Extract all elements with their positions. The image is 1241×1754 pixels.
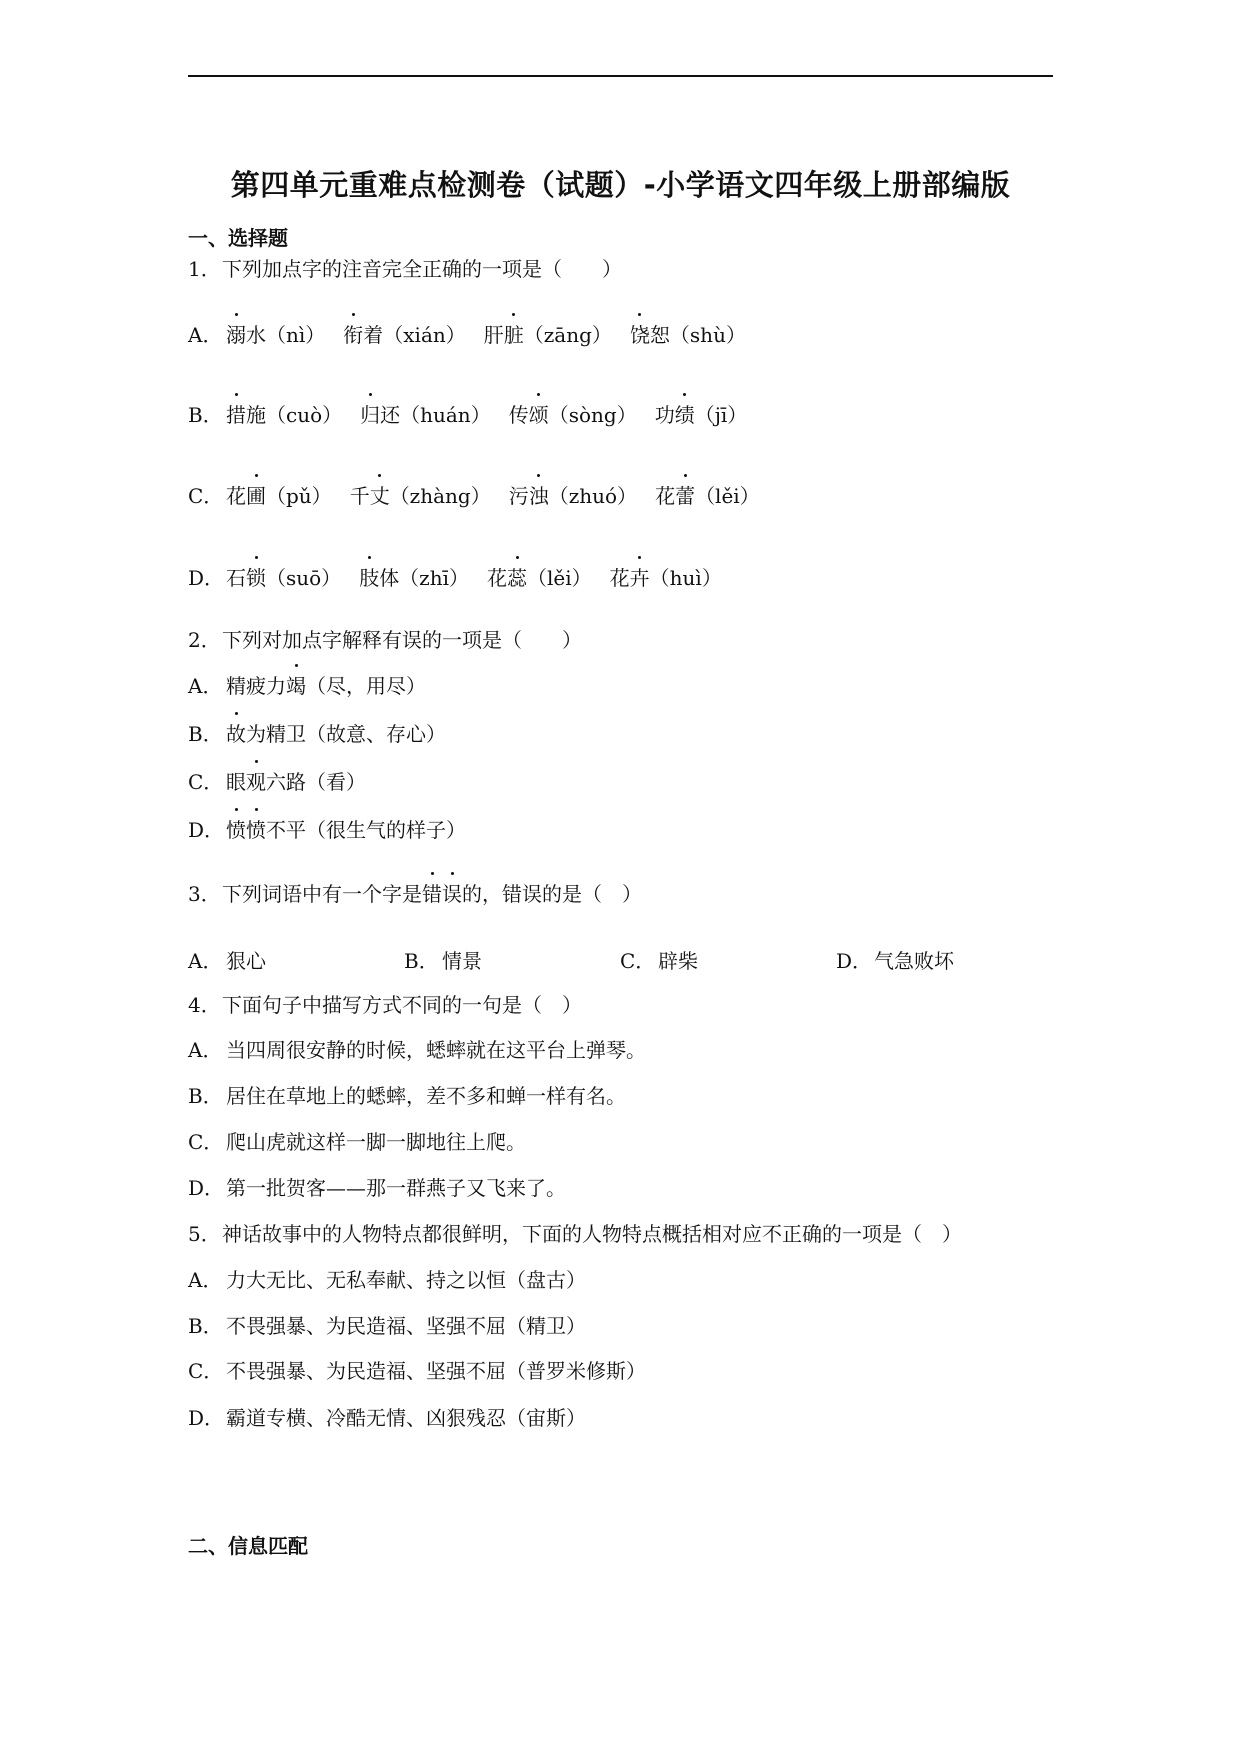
question-stem: 下列加点字的注音完全正确的一项是（ ） <box>222 257 622 281</box>
header-rule <box>188 75 1053 77</box>
q5-option-a[interactable] <box>188 1264 586 1293</box>
q4-option-d[interactable] <box>188 1172 566 1201</box>
dotted-char: 观 <box>246 766 266 795</box>
option-text: 辟柴 <box>658 949 698 973</box>
dotted-char: 错 <box>422 878 442 907</box>
q3-option-d[interactable] <box>836 945 954 974</box>
option-text: 当四周很安静的时候，蟋蟀就在这平台上弹琴。 <box>226 1038 646 1062</box>
question-number: 4． <box>188 993 221 1017</box>
question-4 <box>188 989 582 1018</box>
option-text: 情景 <box>442 949 482 973</box>
question-number: 1． <box>188 257 221 281</box>
dotted-char: 措 <box>226 399 246 428</box>
q3-option-b[interactable] <box>404 945 482 974</box>
dotted-char: 故 <box>226 718 246 747</box>
option-term: 传颂（sòng） <box>509 403 637 427</box>
dotted-char: 竭 <box>286 670 306 699</box>
option-letter: C． <box>188 484 224 508</box>
option-term: 花蕾（lěi） <box>655 484 760 508</box>
dotted-char: 肢 <box>359 562 379 591</box>
option-text: 居住在草地上的蟋蟀，差不多和蝉一样有名。 <box>226 1084 626 1108</box>
dotted-char: 卉 <box>630 562 650 591</box>
dotted-char: 浊 <box>529 480 549 509</box>
option-term: 溺水（nì） <box>226 323 325 347</box>
option-text: 气急败坏 <box>874 949 954 973</box>
option-term: 归还（huán） <box>360 403 491 427</box>
dotted-char: 蕾 <box>675 480 695 509</box>
option-term: 花圃（pǔ） <box>226 484 332 508</box>
dotted-char: 归 <box>360 399 380 428</box>
option-text: 狠心 <box>226 949 266 973</box>
q1-option-c[interactable] <box>188 480 778 509</box>
dotted-char: 愤 <box>226 814 246 843</box>
question-stem: 神话故事中的人物特点都很鲜明，下面的人物特点概括相对应不正确的一项是（ ） <box>222 1222 962 1246</box>
option-text: 力大无比、无私奉献、持之以恒（盘古） <box>226 1268 586 1292</box>
option-letter: D． <box>188 566 225 590</box>
option-term: 花卉（huì） <box>610 566 722 590</box>
option-letter: D． <box>836 949 873 973</box>
option-term: 污浊（zhuó） <box>509 484 637 508</box>
option-letter: B． <box>188 1084 223 1108</box>
q4-option-a[interactable] <box>188 1034 646 1063</box>
option-letter: A． <box>188 674 223 698</box>
q2-option-b[interactable]: B． 故为精卫（故意、存心） <box>188 718 446 747</box>
q1-option-a[interactable] <box>188 319 764 348</box>
q5-option-c[interactable] <box>188 1355 646 1384</box>
option-letter: D． <box>188 1406 225 1430</box>
option-letter: A． <box>188 1038 223 1062</box>
option-term: 千丈（zhàng） <box>350 484 491 508</box>
option-term: 石锁（suō） <box>226 566 341 590</box>
question-5 <box>188 1218 962 1247</box>
question-stem: 下列对加点字解释有误的一项是（ ） <box>222 628 582 652</box>
option-term: 功绩（jī） <box>655 403 748 427</box>
option-letter: D． <box>188 818 225 842</box>
option-text: 霸道专横、冷酷无情、凶狠残忍（宙斯） <box>226 1406 586 1430</box>
option-term: 饶恕（shù） <box>630 323 746 347</box>
question-stem: 下面句子中描写方式不同的一句是（ ） <box>222 993 582 1017</box>
option-letter: D． <box>188 1176 225 1200</box>
q5-option-b[interactable] <box>188 1310 586 1339</box>
option-letter: C． <box>188 1359 224 1383</box>
dotted-char: 锁 <box>246 562 266 591</box>
q2-option-d[interactable]: D．愤愤不平（很生气的样子） <box>188 814 466 843</box>
option-letter: C． <box>188 1130 224 1154</box>
question-3: 3．下列词语中有一个字是错误的，错误的是（ ） <box>188 878 642 907</box>
q2-option-c[interactable]: C． 眼观六路（看） <box>188 766 366 795</box>
dotted-char: 误 <box>442 878 462 907</box>
option-letter: B． <box>188 403 223 427</box>
option-letter: B． <box>188 1314 223 1338</box>
question-1 <box>188 253 622 282</box>
option-letter: A． <box>188 323 223 347</box>
question-number: 3． <box>188 882 221 906</box>
option-text: 不畏强暴、为民造福、坚强不屈（精卫） <box>226 1314 586 1338</box>
option-letter: A． <box>188 1268 223 1292</box>
question-number: 2． <box>188 628 221 652</box>
option-text: 爬山虎就这样一脚一脚地往上爬。 <box>226 1130 526 1154</box>
option-letter: C． <box>620 949 656 973</box>
option-term: 肝脏（zāng） <box>484 323 612 347</box>
option-term: 衔着（xián） <box>343 323 465 347</box>
dotted-char: 绩 <box>675 399 695 428</box>
dotted-char: 圃 <box>246 480 266 509</box>
option-text: 不畏强暴、为民造福、坚强不屈（普罗米修斯） <box>226 1359 646 1383</box>
option-term: 花蕊（lěi） <box>487 566 592 590</box>
q2-option-a[interactable]: A． 精疲力竭（尽，用尽） <box>188 670 426 699</box>
dotted-char: 愤 <box>246 814 266 843</box>
dotted-char: 溺 <box>226 319 246 348</box>
option-letter: B． <box>404 949 439 973</box>
q4-option-c[interactable] <box>188 1126 526 1155</box>
q1-option-d[interactable] <box>188 562 740 591</box>
dotted-char: 饶 <box>630 319 650 348</box>
dotted-char: 丈 <box>370 480 390 509</box>
q3-option-a[interactable] <box>188 945 266 974</box>
question-2 <box>188 624 582 653</box>
option-letter: C． <box>188 770 224 794</box>
q1-option-b[interactable] <box>188 399 765 428</box>
option-letter: B． <box>188 722 223 746</box>
document-title: 第四单元重难点检测卷（试题）-小学语文四年级上册部编版 <box>230 168 1011 202</box>
option-text: 第一批贺客——那一群燕子又飞来了。 <box>226 1176 566 1200</box>
dotted-char: 颂 <box>529 399 549 428</box>
section-heading-matching: 二、信息匹配 <box>188 1534 308 1558</box>
option-letter: A． <box>188 949 223 973</box>
q5-option-d[interactable] <box>188 1402 586 1431</box>
q3-option-c[interactable] <box>620 945 698 974</box>
option-term: 措施（cuò） <box>226 403 342 427</box>
option-term: 肢体（zhī） <box>359 566 469 590</box>
dotted-char: 衔 <box>343 319 363 348</box>
dotted-char: 蕊 <box>507 562 527 591</box>
dotted-char: 脏 <box>504 319 524 348</box>
q4-option-b[interactable] <box>188 1080 626 1109</box>
question-number: 5． <box>188 1222 221 1246</box>
section-heading-choice: 一、选择题 <box>188 226 288 250</box>
